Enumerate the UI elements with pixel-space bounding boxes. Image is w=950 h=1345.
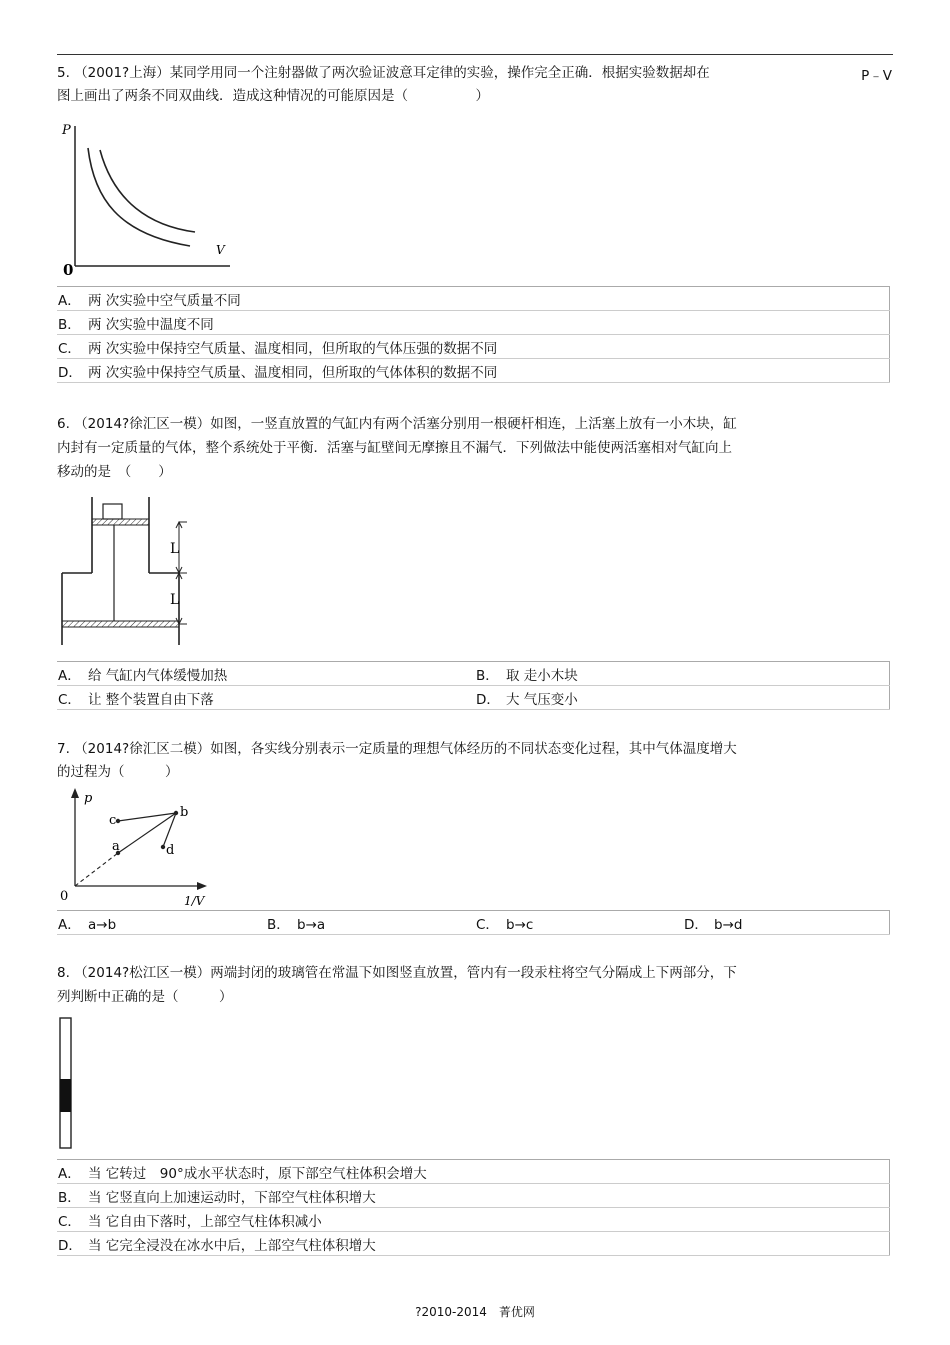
q6-option-a-label: A．	[58, 667, 81, 684]
q7-option-c[interactable]	[475, 911, 683, 935]
q7-stem-line-1: 7. （2014?徐汇区二模）如图，各实线分别表示一定质量的理想气体经历的不同状态变化过程，其中气体温度增大	[57, 741, 737, 757]
q8-option-b[interactable]	[57, 1184, 890, 1208]
q5-option-c-label: C．	[58, 340, 81, 357]
q6-option-c-text: 让 整个装置自由下落	[88, 691, 214, 708]
q7-label-b: b	[180, 805, 189, 820]
q7-options-row	[57, 911, 890, 935]
q5-y-axis-label: P	[62, 123, 71, 138]
q6-stem-line-2: 内封有一定质量的气体，整个系统处于平衡．活塞与缸壁间无摩擦且不漏气．下列做法中能使两活塞相对气缸向上	[57, 440, 732, 456]
q8-option-a-label: A．	[58, 1165, 81, 1182]
q5-option-d-label: D．	[58, 364, 82, 381]
q7-option-b[interactable]	[266, 911, 475, 935]
q6-wooden-block	[103, 504, 122, 519]
q7-label-d: d	[166, 843, 175, 858]
q8-option-a-text: 当 它转过 90°成水平状态时，原下部空气柱体积会增大	[88, 1165, 427, 1182]
q7-y-axis-label: p	[84, 791, 93, 806]
q7-point-c	[116, 819, 120, 823]
q5-option-b[interactable]	[57, 311, 890, 335]
q6-upper-piston	[92, 519, 149, 525]
q6-option-b-label: B．	[476, 667, 499, 684]
q8-option-b-text: 当 它竖直向上加速运动时，下部空气柱体积增大	[88, 1189, 376, 1206]
q7-option-d-text: b→d	[714, 916, 743, 933]
q5-pv-tag: P﹣V	[861, 68, 892, 84]
q7-option-c-text: b→c	[506, 916, 534, 933]
q5-x-axis-label: V	[216, 243, 225, 257]
q6-option-d-label: D．	[476, 691, 500, 708]
q5-option-a-text: 两 次实验中空气质量不同	[88, 292, 241, 309]
q6-option-d[interactable]	[475, 686, 890, 710]
q8-option-a[interactable]	[57, 1160, 890, 1184]
q5-curve-upper	[100, 150, 195, 232]
q8-option-d-text: 当 它完全浸没在冰水中后，上部空气柱体积增大	[88, 1237, 376, 1254]
q5-pv-graph	[58, 118, 238, 278]
q8-option-c[interactable]	[57, 1208, 890, 1232]
q7-stem-line-2: 的过程为（ ）	[57, 764, 179, 780]
q7-y-arrow	[71, 788, 79, 798]
q5-option-d-text: 两 次实验中保持空气质量、温度相同，但所取的气体体积的数据不同	[88, 364, 498, 381]
q6-option-b-text: 取 走小木块	[506, 667, 578, 684]
q6-length-label-upper: L	[170, 541, 180, 557]
q7-option-b-text: b→a	[297, 916, 326, 933]
q7-point-b	[174, 811, 178, 815]
q6-option-a-text: 给 气缸内气体缓慢加热	[88, 667, 228, 684]
q7-option-d-label: D．	[684, 916, 708, 933]
q7-option-a-label: A．	[58, 916, 81, 933]
q8-stem-line-2: 列判断中正确的是（ ）	[57, 989, 233, 1005]
q5-option-c[interactable]	[57, 335, 890, 359]
q6-option-a[interactable]	[57, 662, 475, 686]
q5-stem-line-1: 5. （2001?上海）某同学用同一个注射器做了两次验证波意耳定律的实验，操作完全正确．根据实验数据却在	[57, 65, 710, 81]
q7-option-d[interactable]	[683, 911, 890, 935]
q7-label-a: a	[112, 839, 120, 854]
q7-x-axis-label: 1/V	[184, 894, 205, 908]
q6-option-c-label: C．	[58, 691, 81, 708]
q6-options-row-1	[57, 662, 890, 686]
q7-dashed-isotherm	[75, 853, 118, 886]
q8-stem-line-1: 8. （2014?松江区一模）两端封闭的玻璃管在常温下如图竖直放置，管内有一段汞柱将空气分隔成上下两部分，下	[57, 965, 737, 981]
q8-option-d[interactable]	[57, 1232, 890, 1256]
q8-option-c-text: 当 它自由下落时，上部空气柱体积减小	[88, 1213, 322, 1230]
q6-cylinder-diagram	[58, 495, 198, 650]
q5-origin-label: 0	[63, 261, 74, 278]
q8-options	[57, 1159, 890, 1256]
q5-option-b-text: 两 次实验中温度不同	[88, 316, 214, 333]
q7-option-b-label: B．	[267, 916, 290, 933]
q6-length-label-lower: L	[170, 592, 180, 608]
q5-option-a-label: A．	[58, 292, 81, 309]
q6-lower-piston	[62, 621, 179, 627]
q7-option-a-text: a→b	[88, 916, 117, 933]
q7-option-a[interactable]	[57, 911, 266, 935]
q7-label-c: c	[109, 813, 117, 828]
q6-option-b[interactable]	[475, 662, 890, 686]
top-rule	[57, 54, 893, 55]
q7-option-c-label: C．	[476, 916, 499, 933]
q7-options	[57, 910, 890, 935]
q7-origin-label: 0	[60, 889, 69, 904]
q5-option-c-text: 两 次实验中保持空气质量、温度相同，但所取的气体压强的数据不同	[88, 340, 498, 357]
q6-option-d-text: 大 气压变小	[506, 691, 578, 708]
q5-option-b-label: B．	[58, 316, 81, 333]
q7-point-d	[161, 845, 165, 849]
q6-options	[57, 661, 890, 710]
q5-option-a[interactable]	[57, 287, 890, 311]
q7-line-c-b	[118, 813, 176, 821]
q5-option-d[interactable]	[57, 359, 890, 383]
q8-option-d-label: D．	[58, 1237, 82, 1254]
q6-stem-line-3: 移动的是 （ ）	[57, 464, 172, 480]
q6-option-c[interactable]	[57, 686, 475, 710]
q5-options	[57, 286, 890, 383]
q6-stem-line-1: 6. （2014?徐汇区一模）如图，一竖直放置的气缸内有两个活塞分别用一根硬杆相连，上活塞上放有一小木块，缸	[57, 416, 737, 432]
q6-options-row-2	[57, 686, 890, 710]
q8-glass-tube-diagram	[58, 1016, 78, 1152]
q5-stem-line-2: 图上画出了两条不同双曲线．造成这种情况的可能原因是（ ）	[57, 88, 489, 104]
q8-option-b-label: B．	[58, 1189, 81, 1206]
q7-p-inverse-v-graph	[58, 786, 218, 910]
page-footer: ?2010-2014 菁优网	[415, 1305, 535, 1319]
q7-x-arrow	[197, 882, 207, 890]
q8-option-c-label: C．	[58, 1213, 81, 1230]
q8-mercury-column	[60, 1079, 71, 1112]
